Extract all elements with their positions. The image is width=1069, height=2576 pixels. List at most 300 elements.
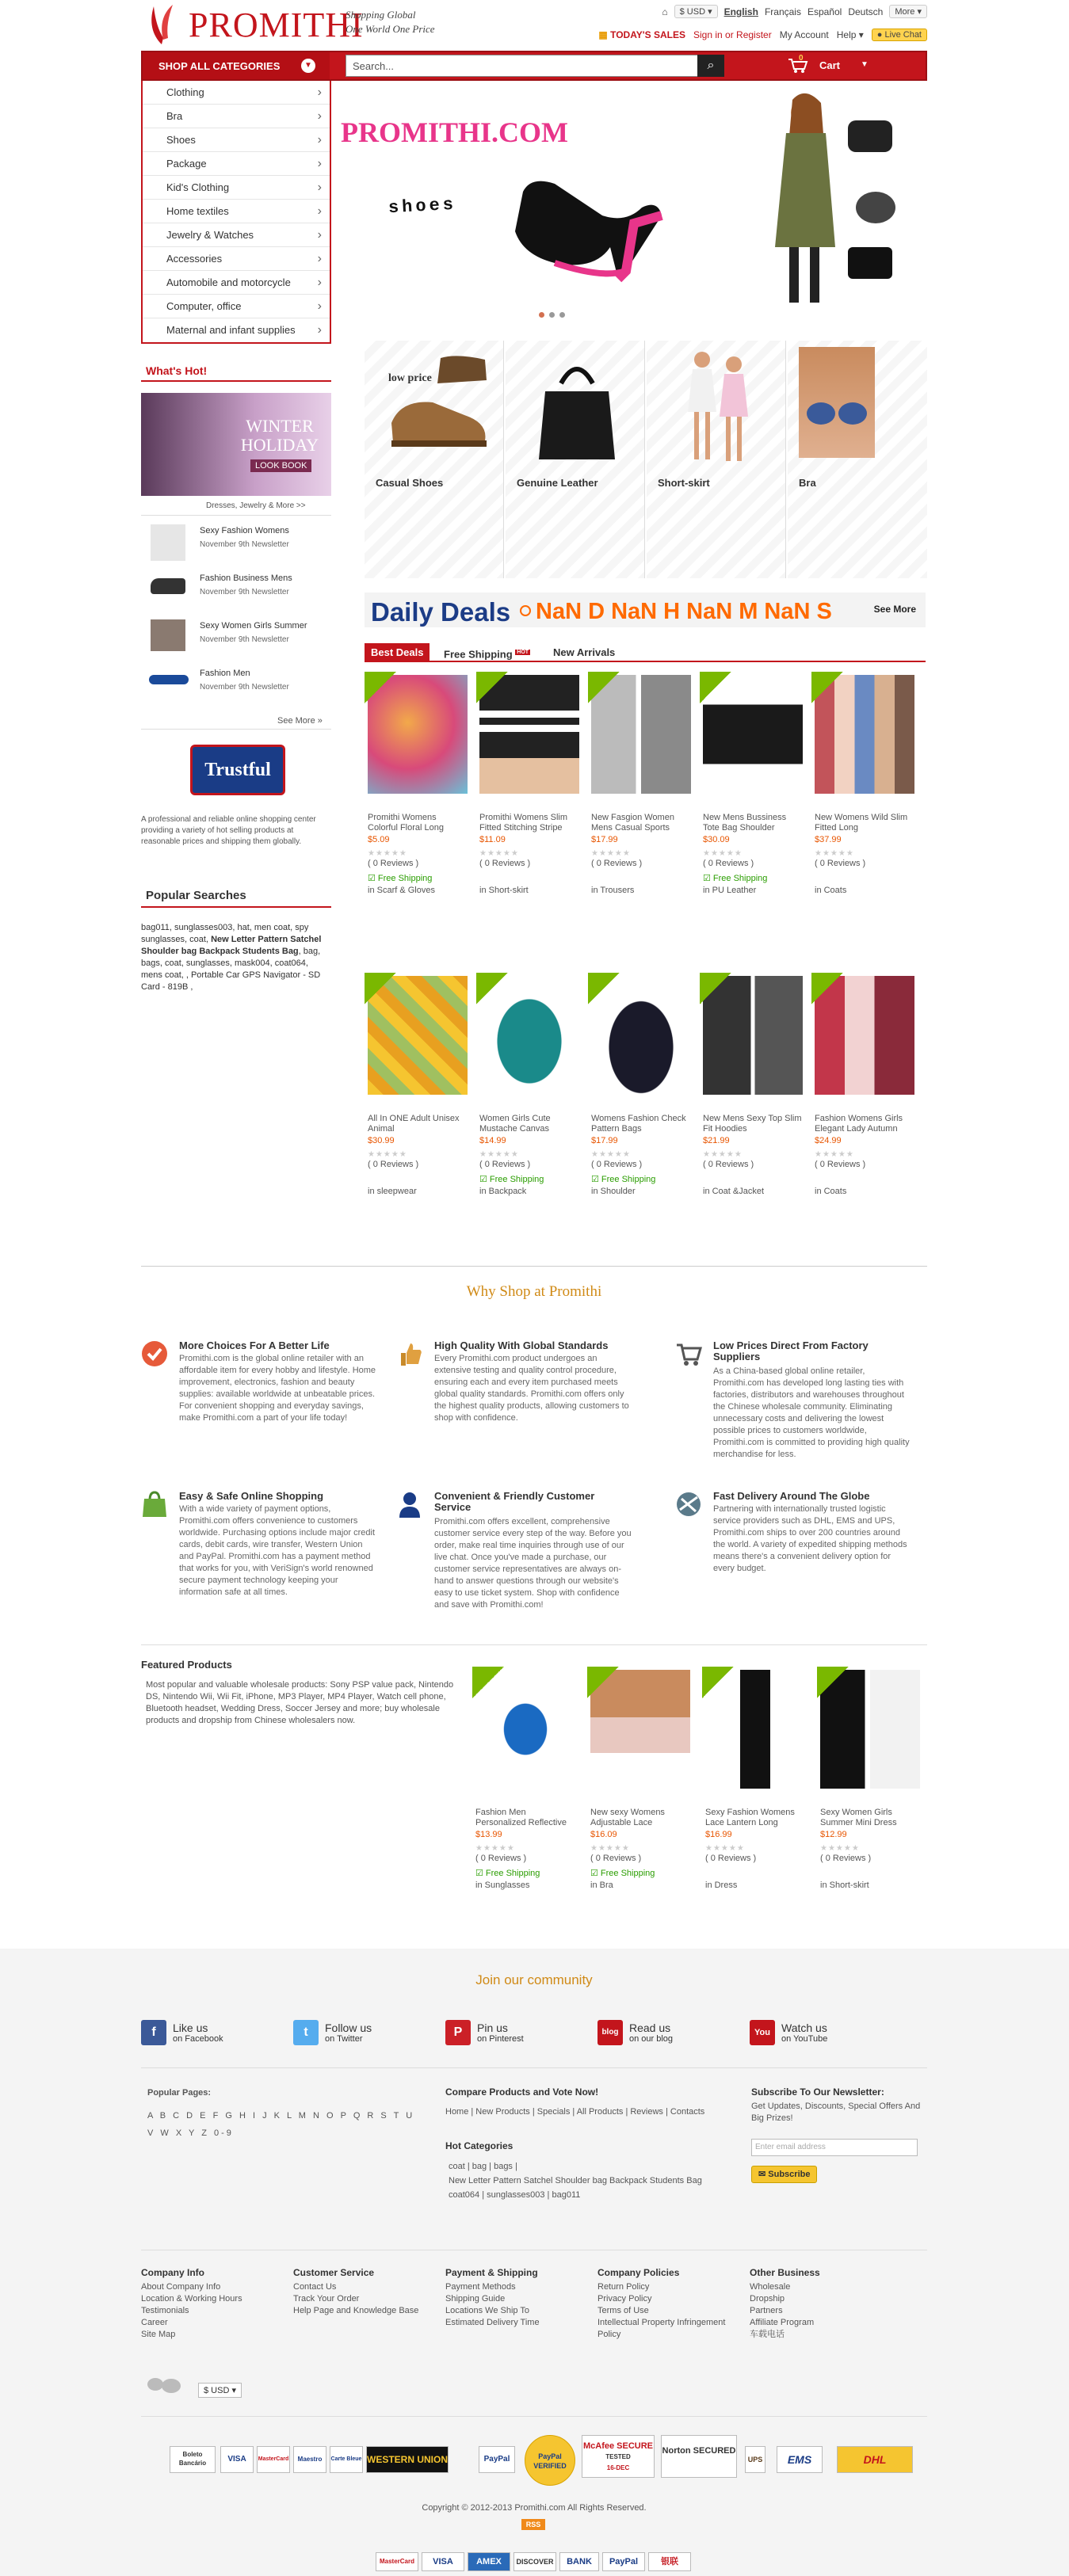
product-name[interactable]: Sexy Women Girls Summer Mini Dress [820, 1808, 897, 1827]
footer-link[interactable]: Dropship [750, 2294, 785, 2304]
footer-link[interactable]: About Company Info [141, 2282, 221, 2292]
product-price: $17.99 [591, 1136, 618, 1145]
product-card[interactable] [365, 672, 471, 933]
popular-terms-bold[interactable]: New Letter Pattern Satchel Shoulder bag Backpack Students Bag [141, 935, 322, 956]
deal-ribbon-icon [588, 973, 620, 1004]
shoe-image [507, 160, 681, 287]
category-automobile[interactable]: Automobile and motorcycle › [143, 271, 330, 295]
visa-badge: VISA [220, 2446, 254, 2473]
product-category[interactable]: in Coat &Jacket [703, 1187, 765, 1196]
hot-line-3[interactable]: coat064 | sunglasses003 | bag011 [449, 2190, 581, 2200]
carte-bleue-badge: Carte Bleue [330, 2446, 363, 2473]
category-package[interactable]: Package › [143, 152, 330, 176]
footer-link[interactable]: Contact Us [293, 2282, 337, 2292]
winter-holiday-promo[interactable] [141, 393, 331, 496]
product-reviews[interactable]: ( 0 Reviews ) [820, 1854, 872, 1863]
footer-link[interactable]: Shipping Guide [445, 2294, 506, 2304]
deal-ribbon-icon [472, 1667, 504, 1698]
deal-ribbon-icon [365, 973, 396, 1004]
newsletter-title: Sexy Women Girls Summer [200, 621, 307, 631]
tile-label: Bra [799, 477, 816, 489]
more-languages-button[interactable]: More ▾ [889, 5, 927, 18]
main-nav-bar [141, 51, 927, 81]
search-placeholder: Search... [353, 60, 395, 72]
product-category[interactable]: in Coats [815, 886, 847, 895]
product-price: $37.99 [815, 835, 842, 844]
todays-sales-link[interactable] [598, 29, 685, 40]
product-card[interactable] [811, 973, 918, 1234]
rss-badge[interactable]: RSS [521, 2519, 545, 2530]
banner-word: shoes [388, 194, 457, 219]
product-reviews[interactable]: ( 0 Reviews ) [815, 859, 866, 868]
social-t2: on Pinterest [477, 2034, 524, 2044]
bottom-unionpay: 银联 [648, 2552, 691, 2571]
deals-see-more-link[interactable]: See More [873, 604, 916, 615]
deal-ribbon-icon [700, 973, 731, 1004]
footer-link[interactable]: Track Your Order [293, 2294, 360, 2304]
product-price: $30.09 [703, 835, 730, 844]
subscribe-label: Subscribe [768, 2170, 811, 2179]
compare-links[interactable]: Home | New Products | Specials | All Products | Reviews | Contacts [445, 2107, 705, 2117]
bottom-discover: DISCOVER [514, 2552, 556, 2571]
subscribe-button[interactable] [751, 2166, 817, 2183]
free-shipping-label: ☑ Free Shipping [590, 1869, 655, 1878]
promo-text [236, 417, 323, 455]
product-category[interactable]: in Bra [590, 1881, 613, 1890]
bra-image [799, 347, 875, 458]
free-shipping-label: ☑ Free Shipping [479, 1175, 544, 1184]
divider [141, 515, 331, 516]
tab-free-shipping-label: Free Shipping [444, 648, 513, 661]
footer-link[interactable]: Location & Working Hours [141, 2294, 242, 2304]
free-shipping-label: ☑ Free Shipping [368, 874, 433, 883]
category-jewelry-watches[interactable]: Jewelry & Watches › [143, 223, 330, 247]
promo-caption[interactable]: Dresses, Jewelry & More >> [206, 501, 306, 510]
grid-icon: ▦ [598, 29, 608, 40]
product-price: $17.99 [591, 835, 618, 844]
footer-link[interactable]: Intellectual Property Infringement Policy [597, 2318, 726, 2339]
product-category[interactable]: in Dress [705, 1881, 738, 1890]
footer-link[interactable]: Affiliate Program [750, 2318, 815, 2327]
feature-customer-service [396, 1491, 634, 1625]
free-shipping-label: ☑ Free Shipping [475, 1869, 540, 1878]
top-utility-bar [662, 5, 927, 18]
home-icon[interactable]: ⌂ [662, 6, 668, 17]
footer-link[interactable]: Site Map [141, 2330, 176, 2339]
newsletter-title: Sexy Fashion Womens [200, 526, 289, 535]
product-reviews[interactable]: ( 0 Reviews ) [703, 859, 754, 868]
promo-line-1: WINTER [246, 416, 314, 436]
whats-hot-divider [141, 380, 331, 382]
product-category[interactable]: in Scarf & Gloves [368, 886, 435, 895]
lang-english[interactable]: English [723, 6, 758, 17]
youtube-icon: You [750, 2020, 775, 2045]
product-name[interactable]: Womens Fashion Check Pattern Bags [591, 1114, 686, 1134]
social-youtube[interactable] [750, 2020, 827, 2045]
feature-title: More Choices For A Better Life [179, 1339, 330, 1351]
rating-stars-icon: ★★★★★ [815, 849, 854, 858]
popular-searches-title: Popular Searches [146, 889, 246, 902]
product-reviews[interactable]: ( 0 Reviews ) [703, 1160, 754, 1169]
trustful-badge[interactable]: Trustful [190, 745, 285, 795]
deal-ribbon-icon [700, 672, 731, 703]
tile-genuine-leather[interactable] [506, 341, 645, 578]
newsletter-thumb [151, 578, 185, 594]
feature-quality [396, 1340, 634, 1459]
rating-stars-icon: ★★★★★ [479, 1150, 519, 1159]
footer-col-business [750, 2267, 892, 2341]
category-accessories[interactable]: Accessories › [143, 247, 330, 271]
pinterest-icon: P [445, 2020, 471, 2045]
category-tiles [365, 341, 926, 578]
product-card[interactable] [365, 973, 471, 1234]
bottom-paypal: PayPal [602, 2552, 645, 2571]
hot-badge: HOT [517, 650, 529, 655]
clock-icon [520, 605, 531, 616]
product-category[interactable]: in Coats [815, 1187, 847, 1196]
live-chat-button[interactable] [872, 29, 927, 41]
social-facebook[interactable] [141, 2020, 223, 2045]
currency-value: $ USD [679, 7, 706, 17]
promo-line-3: LOOK BOOK [250, 459, 311, 472]
twitter-icon: t [293, 2020, 319, 2045]
help-link[interactable]: Help ▾ [836, 29, 864, 40]
lang-spanish[interactable]: Español [807, 6, 842, 17]
pager-dot-1[interactable] [539, 312, 544, 318]
shopping-bag-icon [141, 1491, 168, 1518]
feature-title: High Quality With Global Standards [434, 1339, 609, 1351]
shop-all-categories-button[interactable] [143, 52, 330, 79]
tile-bra[interactable] [788, 341, 927, 578]
feature-title: Low Prices Direct From Factory Suppliers [713, 1339, 869, 1362]
social-t1: Follow us [325, 2022, 372, 2034]
bottom-visa: VISA [422, 2552, 464, 2571]
footer-currency-value: $ USD [204, 2386, 230, 2395]
product-name[interactable]: Promithi Womens Slim Fitted Stitching Stripe [479, 813, 568, 833]
rating-stars-icon: ★★★★★ [591, 849, 631, 858]
newsletter-item[interactable] [141, 570, 331, 610]
rating-stars-icon: ★★★★★ [820, 1844, 860, 1853]
product-reviews[interactable]: ( 0 Reviews ) [368, 1160, 419, 1169]
product-reviews[interactable]: ( 0 Reviews ) [591, 859, 643, 868]
product-reviews[interactable]: ( 0 Reviews ) [815, 1160, 866, 1169]
mail-icon: ✉ [758, 2170, 766, 2179]
product-reviews[interactable]: ( 0 Reviews ) [591, 1160, 643, 1169]
boots-image [848, 247, 892, 279]
footer-link[interactable]: Return Policy [597, 2282, 650, 2292]
deal-ribbon-icon [811, 672, 843, 703]
product-category[interactable]: in Backpack [479, 1187, 527, 1196]
newsletter-list [141, 523, 331, 713]
social-twitter[interactable] [293, 2020, 372, 2045]
product-price: $16.09 [590, 1830, 617, 1839]
product-card[interactable] [588, 973, 694, 1234]
newsletter-item[interactable] [141, 665, 331, 705]
footer-link[interactable]: Estimated Delivery Time [445, 2318, 540, 2327]
deal-ribbon-icon [702, 1667, 734, 1698]
category-bra[interactable]: Bra › [143, 105, 330, 128]
footer-link[interactable]: Help Page and Knowledge Base [293, 2306, 419, 2315]
hot-line-2[interactable]: New Letter Pattern Satchel Shoulder bag Backpack Students Bag [449, 2176, 702, 2185]
product-name[interactable]: New Fasgion Women Mens Casual Sports [591, 813, 674, 833]
social-t2: on our blog [629, 2034, 674, 2044]
rating-stars-icon: ★★★★★ [590, 1844, 630, 1853]
product-category[interactable]: in Short-skirt [820, 1881, 869, 1890]
social-t1: Like us [173, 2022, 208, 2034]
footer-col-payment [445, 2267, 588, 2329]
product-name[interactable]: New Mens Bussiness Tote Bag Shoulder [703, 813, 787, 833]
rating-stars-icon: ★★★★★ [703, 1150, 743, 1159]
feature-fast-delivery [675, 1491, 913, 1625]
product-name[interactable]: Promithi Womens Colorful Floral Long [368, 813, 444, 833]
deal-ribbon-icon [811, 973, 843, 1004]
product-card[interactable] [811, 672, 918, 933]
rating-stars-icon: ★★★★★ [703, 849, 743, 858]
feature-more-choices [141, 1340, 379, 1459]
rating-stars-icon: ★★★★★ [479, 849, 519, 858]
product-card[interactable] [472, 1667, 578, 1928]
checkmark-icon [141, 1340, 168, 1367]
email-input[interactable]: Enter email address [751, 2139, 918, 2156]
product-name[interactable]: New sexy Womens Adjustable Lace [590, 1808, 665, 1827]
newsletter-date: November 9th Newsletter [200, 540, 289, 549]
cart-icon [788, 58, 808, 74]
product-reviews[interactable]: ( 0 Reviews ) [590, 1854, 642, 1863]
product-reviews[interactable]: ( 0 Reviews ) [705, 1854, 757, 1863]
footer-col-title: Other Business [750, 2267, 820, 2278]
tab-free-shipping[interactable] [437, 643, 536, 662]
product-category[interactable]: in sleepwear [368, 1187, 417, 1196]
product-name[interactable]: Fashion Womens Girls Elegant Lady Autumn [815, 1114, 903, 1134]
product-card[interactable] [702, 1667, 808, 1928]
feature-text: Partnering with internationally trusted logistic service providers such as DHL, EMS and UPS, Promithi.com ships to over 200 countries around the world. A variety of expedited shipping methods means there's a convenient delivery option for every budget. [713, 1504, 907, 1573]
category-kids-clothing[interactable]: Kid's Clothing › [143, 176, 330, 200]
feature-title: Easy & Safe Online Shopping [179, 1490, 324, 1502]
product-name[interactable]: All In ONE Adult Unisex Animal [368, 1114, 460, 1134]
tile-badge: low price [388, 372, 432, 384]
featured-text: Most popular and valuable wholesale products: Sony PSP value pack, Nintendo DS, Nintendo Wii, Wii Fit, iPhone, MP3 Player, MP4 Player, Watch cell phone, Bluetooth headset, Wedding Dress, Soccer Jersey and more; buy wholesale products and dropship from Chinese wholesalers now. [146, 1680, 454, 1725]
western-union-badge: WESTERN UNION [366, 2446, 449, 2473]
site-logo[interactable] [141, 0, 364, 51]
newsletter-title: Fashion Men [200, 669, 250, 678]
ups-badge: UPS [745, 2446, 765, 2473]
feature-text: Promithi.com offers excellent, comprehensive customer service every step of the way. Before you order, make real time inquiries through use of our live chat. Once you've made a purchase, our customer service representatives are always on-hand to answer questions through our website's easy to use ticket system. Shop with confidence and save with Promithi.com! [434, 1517, 632, 1610]
product-price: $30.99 [368, 1136, 395, 1145]
footer-link[interactable]: Partners [750, 2306, 783, 2315]
boleto-badge: Boleto Bancário [170, 2446, 216, 2473]
see-more-link[interactable]: See More » [277, 716, 323, 726]
tab-new-arrivals[interactable]: New Arrivals [553, 646, 616, 658]
live-chat-label: Live Chat [884, 30, 922, 40]
popular-searches-text [141, 922, 331, 993]
product-name[interactable]: New Womens Wild Slim Fitted Long [815, 813, 908, 833]
product-price: $14.99 [479, 1136, 506, 1145]
tile-short-skirt[interactable] [647, 341, 786, 578]
chat-icon: ● [876, 30, 883, 40]
cart-button[interactable] [737, 52, 926, 79]
product-reviews[interactable]: ( 0 Reviews ) [479, 1160, 531, 1169]
why-title: Why Shop at Promithi [466, 1283, 602, 1300]
feature-safe-shopping [141, 1491, 379, 1625]
product-category[interactable]: in Short-skirt [479, 886, 529, 895]
footer-link[interactable]: Career [141, 2318, 168, 2327]
product-price: $16.99 [705, 1830, 732, 1839]
newsletter-thumb [149, 675, 189, 684]
why-divider [141, 1266, 927, 1267]
hot-line-1[interactable]: coat | bag | bags | [449, 2162, 517, 2171]
newsletter-item[interactable] [141, 618, 331, 657]
shoes-image [385, 352, 488, 463]
deal-ribbon-icon [365, 672, 396, 703]
footer-link[interactable]: Terms of Use [597, 2306, 649, 2315]
compare-title: Compare Products and Vote Now! [445, 2086, 599, 2098]
thumbs-up-icon [396, 1340, 423, 1367]
newsletter-date: November 9th Newsletter [200, 588, 289, 596]
product-category[interactable]: in Trousers [591, 886, 635, 895]
product-card[interactable] [476, 973, 582, 1234]
feature-text: Promithi.com is the global online retailer with an affordable item for every hobby and lifestyle. Home improvement, electronics, fashion and beauty supplies: available worldwide at unbeatable prices. For convenient shopping and everyday savings, make Promithi.com a part of your life today! [179, 1354, 376, 1423]
feature-title: Convenient & Friendly Customer Service [434, 1490, 595, 1513]
subscribe-title: Subscribe To Our Newsletter: [751, 2086, 884, 2098]
footer-link[interactable]: Wholesale [750, 2282, 791, 2292]
mcafee-tested: TESTED [605, 2453, 631, 2460]
tab-best-deals[interactable]: Best Deals [365, 643, 430, 662]
product-reviews[interactable]: ( 0 Reviews ) [475, 1854, 527, 1863]
lang-german[interactable]: Deutsch [848, 6, 884, 17]
footer-col-customer [293, 2267, 436, 2317]
shop-all-label: SHOP ALL CATEGORIES [158, 59, 281, 72]
pager-dot-3[interactable] [559, 312, 565, 318]
product-card[interactable] [476, 672, 582, 933]
bottom-bank: BANK [559, 2552, 599, 2571]
alphabet-links[interactable]: A B C D E F G H I J K L M N O P Q R S T U V W X Y Z 0-9 [147, 2111, 415, 2138]
divider [141, 1644, 927, 1645]
social-blog[interactable] [597, 2020, 673, 2045]
deal-ribbon-icon [588, 672, 620, 703]
norton-badge: Norton SECURED [661, 2435, 737, 2478]
rating-stars-icon: ★★★★★ [591, 1150, 631, 1159]
pager-dot-2[interactable] [549, 312, 555, 318]
todays-sales-label: TODAY'S SALES [610, 29, 685, 40]
featured-grid [472, 1667, 929, 1936]
paypal-badge: PayPal [479, 2446, 515, 2473]
social-pinterest[interactable] [445, 2020, 524, 2045]
product-card[interactable] [817, 1667, 923, 1928]
rating-stars-icon: ★★★★★ [368, 1150, 407, 1159]
product-card[interactable] [700, 672, 806, 933]
category-computer-office[interactable]: Computer, office › [143, 295, 330, 318]
footer-link[interactable]: 车载电话 [750, 2330, 785, 2339]
product-price: $5.09 [368, 835, 390, 844]
free-shipping-label: ☑ Free Shipping [591, 1175, 656, 1184]
deal-ribbon-icon [587, 1667, 619, 1698]
footer-link[interactable]: Payment Methods [445, 2282, 516, 2292]
daily-deals-title: Daily Deals [371, 597, 511, 627]
footer-link[interactable]: Locations We Ship To [445, 2306, 529, 2315]
model-image [769, 89, 840, 318]
category-home-textiles[interactable]: Home textiles › [143, 200, 330, 223]
popular-terms-b[interactable]: , bag, bags, coat, sunglasses, mask004, coat064, mens coat, , Portable Car GPS Navigator - SD Card - 819B , [141, 947, 321, 992]
facebook-icon: f [141, 2020, 166, 2045]
tagline [346, 8, 435, 36]
hot-categories-links[interactable] [449, 2159, 726, 2202]
social-t1: Read us [629, 2022, 671, 2034]
footer-col-title: Company Info [141, 2267, 204, 2278]
product-category[interactable]: in Sunglasses [475, 1881, 530, 1890]
social-t2: on Twitter [325, 2034, 363, 2044]
lang-french[interactable]: Français [764, 6, 801, 17]
product-name[interactable]: New Mens Sexy Top Slim Fit Hoodies [703, 1114, 802, 1134]
cart-count: 0 [799, 54, 804, 63]
product-card[interactable] [587, 1667, 693, 1928]
deals-countdown: NaN D NaN H NaN M NaN S [536, 599, 832, 624]
product-category[interactable]: in PU Leather [703, 886, 757, 895]
product-category[interactable]: in Shoulder [591, 1187, 636, 1196]
my-account-link[interactable]: My Account [779, 29, 829, 40]
popular-terms-a[interactable]: bag011, sunglasses003, hat, men coat, spy sunglasses, coat, [141, 923, 309, 944]
banner-brand: PROMITHI.COM [341, 116, 568, 148]
search-button[interactable] [697, 55, 724, 77]
popular-pages-title: Popular Pages: [147, 2088, 212, 2098]
category-shoes[interactable]: Shoes › [143, 128, 330, 152]
trustful-text: A professional and reliable online shopping center providing a variety of hot selling products at reasonable prices and shipping them globally. [141, 815, 316, 846]
tagline-line-2: One World One Price [346, 23, 435, 35]
bag-image [848, 120, 892, 152]
newsletter-item[interactable] [141, 523, 331, 562]
tagline-line-1: Shopping Global [346, 9, 416, 21]
category-maternal-infant[interactable]: Maternal and infant supplies › [143, 318, 330, 342]
footer-col-company [141, 2267, 284, 2341]
tile-casual-shoes[interactable] [365, 341, 504, 578]
product-name[interactable]: Sexy Fashion Womens Lace Lantern Long [705, 1808, 795, 1827]
footer-link[interactable]: Testimonials [141, 2306, 189, 2315]
whats-hot-title: What's Hot! [146, 364, 208, 377]
product-name[interactable]: Women Girls Cute Mustache Canvas [479, 1114, 551, 1134]
product-card[interactable] [700, 973, 806, 1234]
mcafee-badge [582, 2435, 655, 2478]
paypal-verified-badge: PayPal VERIFIED [525, 2435, 575, 2486]
deal-ribbon-icon [476, 973, 508, 1004]
category-clothing[interactable]: Clothing › [143, 81, 330, 105]
feature-text: Every Promithi.com product undergoes an extensive testing and quality control procedure, ensuring each and every item purchased meets global quality standards. Promithi.com offers only the highest quality products, allowing customers to shop with confidence. [434, 1354, 629, 1423]
tile-label: Casual Shoes [376, 477, 444, 489]
newsletter-title: Fashion Business Mens [200, 574, 292, 583]
signin-link[interactable]: Sign in or Register [693, 29, 772, 40]
product-price: $21.99 [703, 1136, 730, 1145]
popular-divider [141, 906, 331, 908]
product-name[interactable]: Fashion Men Personalized Reflective [475, 1808, 567, 1827]
footer-currency-select[interactable]: $ USD ▾ [198, 2383, 242, 2398]
footer-link[interactable]: Privacy Policy [597, 2294, 652, 2304]
product-reviews[interactable]: ( 0 Reviews ) [479, 859, 531, 868]
footer-col-title: Company Policies [597, 2267, 680, 2278]
currency-select[interactable]: $ USD ▾ [674, 5, 718, 18]
banner-pager [539, 312, 565, 318]
deals-grid [365, 672, 926, 1210]
product-card[interactable] [588, 672, 694, 933]
watch-image [856, 192, 895, 223]
category-menu [141, 81, 331, 344]
feature-text: With a wide variety of payment options, Promithi.com offers convenience to customers worldwide. Purchasing options include major credit cards, debit cards, wire transfer, Western Union and PayPal. Promithi.com has a payment method that works for you, with VeriSign's world renowned secure payment technology keeping your information safe at all times. [179, 1504, 376, 1597]
tile-label: Genuine Leather [517, 477, 598, 489]
dhl-badge: DHL [837, 2446, 913, 2473]
mastercard-badge: MasterCard [257, 2446, 290, 2473]
product-reviews[interactable]: ( 0 Reviews ) [368, 859, 419, 868]
search-input[interactable] [346, 55, 724, 77]
feature-low-prices [675, 1340, 913, 1475]
customer-service-icon [396, 1491, 423, 1518]
hero-banner[interactable] [341, 89, 927, 326]
